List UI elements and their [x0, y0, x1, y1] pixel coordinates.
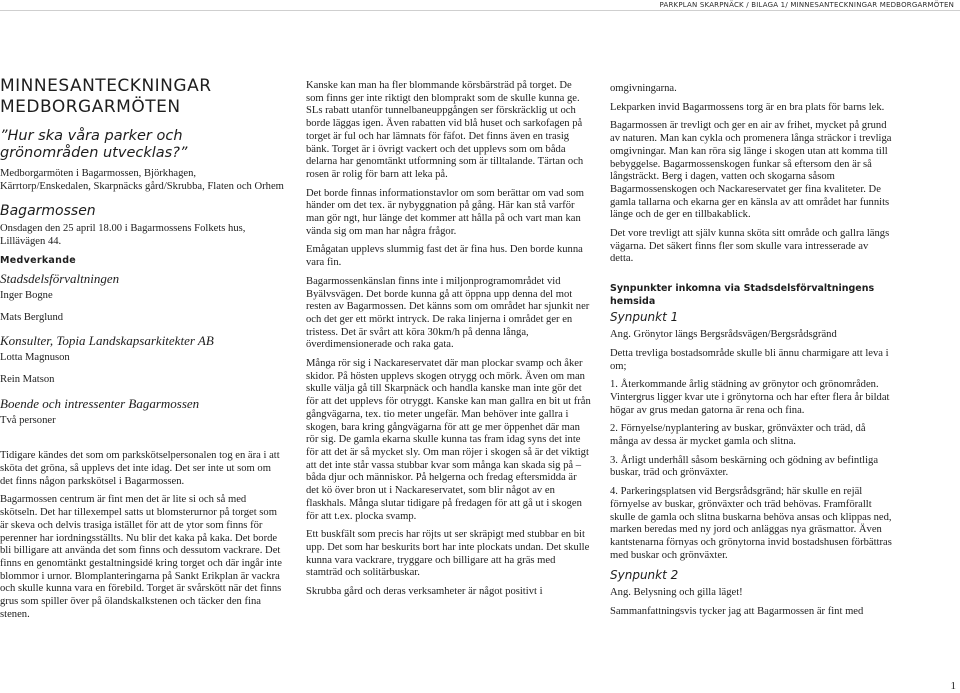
running-header-title: PARKPLAN SKARPNÄCK / BILAGA 1/ MINNESANTECKNINGAR MEDBORGARMÖTEN	[659, 1, 954, 9]
list-item: 3. Årligt underhåll såsom beskärning och gödning av befintliga buskar, träd och grönväxter.	[610, 454, 879, 479]
participant: Lotta Magnuson	[0, 352, 70, 364]
paragraph: Detta trevliga bostadsområde skulle bli ännu charmigare att leva i om;	[610, 347, 889, 372]
paragraph: Sammanfattningsvis tycker jag att Bagarmossen är fint med	[610, 606, 864, 618]
intro-text: Medborgarmöten i Bagarmossen, Björkhagen, Kärrtorp/Enskedalen, Skarpnäcks gård/Skrubba, Flaten och Orhem	[0, 168, 284, 192]
paragraph: Bagarmossenkänslan finns inte i miljonprogramområdet vid Byälvsvägen. Det borde kunna gå att öppna upp denna del mot resten av Bagarmossen. Det känns som om området har sjunkit ner och det ger ett mörkt intryck. De raka linjerna i området ger en tristess. Det är svårt att köra 30km/h på denna långa, överdimensionerade och raka gata.	[306, 275, 590, 351]
list-item: 2. Förnyelse/nyplantering av buskar, grönväxter och träd, då många av dessa är mycket gamla och slitna.	[610, 423, 866, 448]
place-heading: Bagarmossen	[0, 203, 96, 220]
participant: Två personer	[0, 414, 56, 426]
org-heading: Konsulter, Topia Landskapsarkitekter AB	[0, 333, 214, 349]
paragraph: Bagarmossen är trevligt och ger en air av frihet, mycket på grund av naturen. Man kan cykla och promenera långa sträckor i trevliga omgivningar. Man kan röra sig länge i skogen utan att komma till bebyggelse. Bagarmossenskogen funkar så eftersom den är så långsträckt. Berg i dagen, vatten och skogarna såsom Bagarmossenskogen och Nackareservatet ger fina kvaliteter. De gamla tallarna och ekarna ger en känsla av att området har funnits länge och de ger en tillbakablick.	[610, 120, 892, 221]
paragraph: Emågatan upplevs slummig fast det är fina hus. Den borde kunna vara fin.	[306, 244, 583, 269]
meeting-question: ”Hur ska våra parker och grönområden utvecklas?”	[0, 128, 188, 161]
paragraph: Bagarmossen centrum är fint men det är lite si och så med skötseln. Det har tillexempel satts ut blomsterurnor på torget som är skeva och delvis trasiga istället för att de ytor som finns för perenner har iordningsställts. Nu blir det kaka på kaka. Det borde bli billigare att använda det som finns och dessutom vackrare. Det finns en genomtänkt gestaltningsidé kring torget och där ingår inte blommor i urnor. Blomplanteringarna på Sankt Erikplan är vackra och skulle kunna vara en förebild. Torget är svårskött när det finns grus som spiller över på ölandskalkstenen och täcker den fina stenen.	[0, 494, 282, 620]
list-item: 1. Återkommande årlig städning av grönytor och grönområden. Vintergrus ligger kvar ute i grönytorna och har efter flera år bildat högar av grus medan gatorna är rena och fina.	[610, 379, 890, 416]
paragraph: Kanske kan man ha fler blommande körsbärsträd på torget. De som finns ger inte riktigt den blomprakt som de skulle kunna ge. SLs rabatt utanför tunnelbaneuppgången ser förskräcklig ut och borde läggas igen. Även rabatten vid blå huset och sarkofagen på torget är ful och har lämnats för fäfot. Det finns även en trasig bänk. Torget är i övrigt vackert och det upplevs som om båda delarna har genomtänkt utformning som är tilltalande. Tärtan och rosen är rolig för barn att leka på.	[306, 80, 584, 180]
list-item: 4. Parkeringsplatsen vid Bergsrådsgränd; här skulle en rejäl förnyelse av buskar, grönväxter och träd behövas. Framförallt skulle de gamla och slitna buskarna behöva ansas och klippas ned, marken beredas med ny jord och anläggas nya gräsmattor. Även kantstenarna förnyas och grönytorna invid bostadshusen förbättras med buskar och grönväxter.	[610, 486, 892, 561]
paragraph: Skrubba gård och deras verksamheter är något positivt i	[306, 586, 543, 598]
paragraph: Tidigare kändes det som om parkskötselpersonalen tog en ära i att sköta det gröna, så upplevs det inte idag. Det ser inte ut som om det finns någon parkskötsel i Bagarmossen.	[0, 450, 280, 487]
paragraph: Ett buskfält som precis har röjts ut ser skräpigt med stubbar en bit upp. Det som har beskurits bort har inte plockats undan. Det skulle kunna vara vackrare, tryggare och billigare att ha gräs med stamträd och solitärbuskar.	[306, 529, 590, 579]
paragraph: Ang. Belysning och gilla läget!	[610, 587, 743, 599]
column-left	[0, 76, 285, 627]
paragraph: omgivningarna.	[610, 83, 677, 94]
participants-heading: Medverkande	[0, 254, 77, 266]
spacer	[0, 436, 285, 450]
meeting-date: Onsdagen den 25 april 18.00 i Bagarmossens Folkets hus, Lillävägen 44.	[0, 223, 246, 248]
participant: Inger Bogne	[0, 289, 53, 301]
header-rule	[0, 10, 960, 11]
column-right	[610, 83, 892, 625]
section-heading: Synpunkter inkomna via Stadsdelsförvaltningens hemsida	[610, 283, 875, 308]
page-title: MINNESANTECKNINGAR MEDBORGARMÖTEN	[0, 76, 212, 117]
participant: Rein Matson	[0, 373, 55, 385]
paragraph: Ang. Grönytor längs Bergsrådsvägen/Bergsrådsgränd	[610, 329, 837, 341]
column-middle	[306, 80, 591, 605]
participant: Mats Berglund	[0, 311, 64, 323]
org-heading: Boende och intressenter Bagarmossen	[0, 395, 200, 411]
paragraph: Lekparken invid Bagarmossens torg är en bra plats för barns lek.	[610, 101, 885, 113]
running-header	[0, 0, 960, 8]
synpunkt-heading: Synpunkt 1	[610, 310, 679, 325]
synpunkt-heading: Synpunkt 2	[610, 568, 679, 583]
page-number: 1	[950, 680, 956, 692]
paragraph: Många rör sig i Nackareservatet där man plockar svamp och åker skidor. På hösten upplevs skogen otrygg och mörk. Även om man skulle välja gå till Skarpnäck och handla kanske man inte gör det för att det upplevs för otryggt. Kanske kan man gallra en bit ut från gångvägarna, tex. tio meter ungefär. Man behöver inte gallra i skogen, bara kring gångvägarna för att ge mer öppenhet där man rör sig. De gamla ekarna skulle kunna tas fram idag syns det inte för att det är så mycket sly. Om man röjer i skogen så är det viktigt att det inte står vassa stubbar kvar som många kan skada sig på – båda djur och människor. På helgerna och fredag eftersmidda är det kö över bron ut i Nackareservatet, som blir något av en flaskhals. Många slutar tidigare på fredagen för att gå ut i skogen för att t.ex. plocka svamp.	[306, 358, 591, 522]
paragraph: Det vore trevligt att själv kunna sköta sitt område och gallra längs vägarna. Det säkert finns fler som skulle vara intresserade av detta.	[610, 228, 890, 265]
paragraph: Det borde finnas informationstavlor om som berättar om vad som händer om det tex. är nybyggnation på gång. Här kan stå varför man gör ngt, hur länge det kommer att hålla på och vart man kan vända sig om man har några frågor.	[306, 187, 585, 237]
org-heading: Stadsdelsförvaltningen	[0, 270, 120, 286]
